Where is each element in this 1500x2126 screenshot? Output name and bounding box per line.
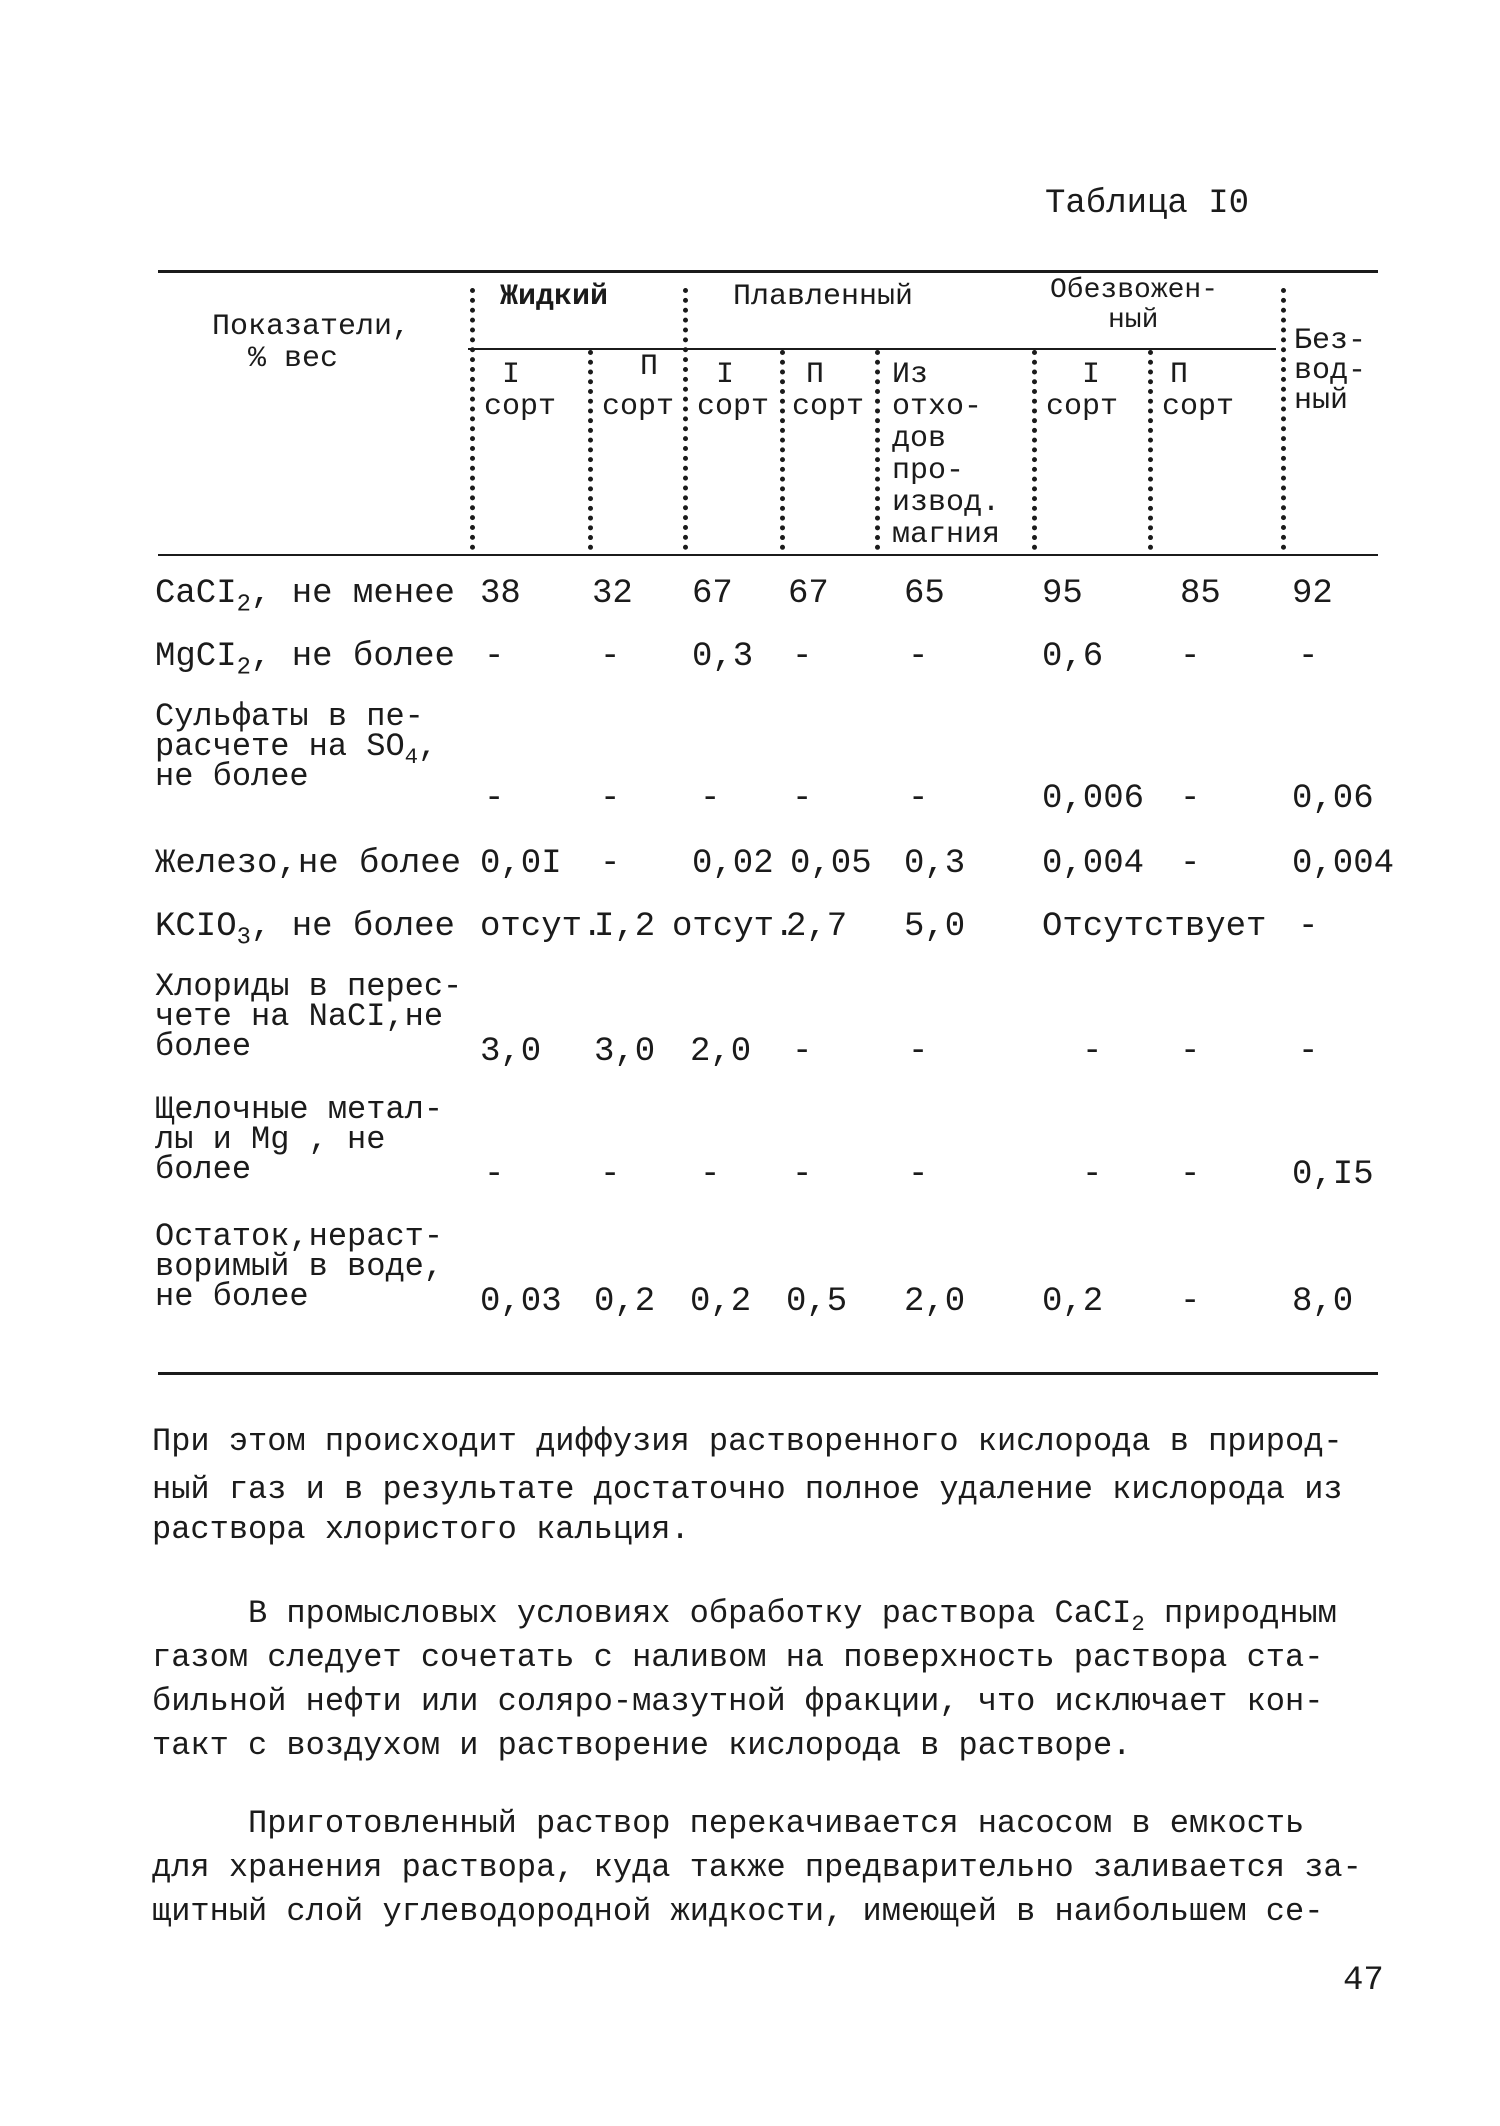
subcol-liquid-1-num: I [502,358,521,392]
subcol-fused-waste-5: извод. [892,486,1001,520]
header-indicator-line2: % вес [248,342,339,376]
subcol-fused-waste-2: отхо- [892,390,983,424]
table-cell: 0,2 [594,1283,656,1321]
column-separator [470,288,475,550]
table-cell: 0,0I [480,845,562,883]
table-cell: 0,05 [790,845,872,883]
table-cell: 0,2 [690,1283,752,1321]
row-label: $KCIO_3$, не более [155,908,455,952]
column-separator [1032,350,1037,550]
table-cell: 0,004 [1042,845,1145,883]
subcol-fused-waste-1: Из [892,358,929,392]
table-cell: - [484,1156,505,1194]
table-cell: 65 [904,575,945,613]
header-group-fused: Плавленный [733,280,914,314]
subcol-liquid-2-num: П [640,350,659,384]
table-cell: 67 [788,575,829,613]
table-cell: - [1298,908,1319,946]
paragraph-3: Приготовленный раствор перекачивается насосом в емкость для хранения раствора, куда также предварительно заливается за- щитный слой углеводородной жидкости, имеющей в наибольшем се- [152,1805,1362,1930]
header-group-anhydrous-line3: ный [1294,384,1349,418]
paragraph-1: При этом происходит диффузия растворенного кислорода в природ- ный газ и в результате достаточно полное удаление кислорода из раствора хлористого кальция. [152,1423,1343,1548]
table-cell: 8,0 [1292,1283,1354,1321]
table-cell: - [600,1156,621,1194]
table-cell: - [908,780,929,818]
page-number: 47 [1343,1962,1384,2000]
table-cell: - [908,1156,929,1194]
column-separator [588,350,593,550]
column-separator [1148,350,1153,550]
table-cell: 0,03 [480,1283,562,1321]
table-cell: - [484,638,505,676]
table-cell: 0,3 [692,638,754,676]
table-header-bottom-rule [158,554,1378,556]
table-cell: 0,I5 [1292,1156,1374,1194]
header-group-anhydrous-line1: Без- [1294,324,1367,358]
subcol-fused-waste-3: дов [892,422,947,456]
table-cell: - [1180,638,1201,676]
subcol-fused-2-num: П [806,358,825,392]
table-cell: 3,0 [594,1033,656,1071]
table-cell: - [600,845,621,883]
row-label: Щелочные метал- лы и Mg , не более [155,1091,444,1188]
table-cell: - [1180,1283,1201,1321]
column-separator [875,350,880,550]
table-cell: - [1180,780,1201,818]
row-label: Железо,не более [155,845,462,883]
subcol-dehydrated-1-num: I [1082,358,1101,392]
header-group-anhydrous-line2: вод- [1294,354,1367,388]
table-cell: 0,006 [1042,780,1145,818]
column-separator [1281,288,1286,550]
table-cell: - [1180,1033,1201,1071]
row-label: CaCI$_2$, не менее [155,575,455,619]
table-cell: - [700,780,721,818]
subcol-fused-waste-4: про- [892,454,965,488]
table-cell: 2,7 [786,908,848,946]
table-cell: - [600,780,621,818]
table-cell: 0,5 [786,1283,848,1321]
header-indicator-line1: Показатели, [212,310,411,344]
table-cell: отсут. [672,908,795,946]
table-cell: 0,6 [1042,638,1104,676]
subcol-fused-2-sort: сорт [792,390,865,424]
subcol-fused-1-sort: сорт [697,390,770,424]
table-top-rule [158,270,1378,273]
subcol-liquid-2-sort: сорт [602,390,675,424]
table-cell: 0,004 [1292,845,1395,883]
table-cell: Отсутствует [1042,908,1267,946]
table-cell: - [1082,1033,1103,1071]
table-cell: 2,0 [690,1033,752,1071]
table-cell: I,2 [594,908,656,946]
table-cell: 0,2 [1042,1283,1104,1321]
table-cell: 95 [1042,575,1083,613]
row-label: Хлориды в перес- чете на NaCI,не более [155,968,463,1065]
column-separator [780,350,785,550]
table-cell: 0,02 [692,845,774,883]
table-cell: 0,3 [904,845,966,883]
table-cell: 0,06 [1292,780,1374,818]
subcol-dehydrated-1-sort: сорт [1046,390,1119,424]
column-separator [683,288,688,550]
table-cell: - [700,1156,721,1194]
table-cell: - [1298,638,1319,676]
table-cell: - [1180,1156,1201,1194]
table-cell: - [1082,1156,1103,1194]
table-bottom-rule [158,1372,1378,1375]
table-cell: - [600,638,621,676]
table-cell: 2,0 [904,1283,966,1321]
header-group-dehydrated-line1: Обезвожен- [1050,275,1219,306]
table-cell: - [792,638,813,676]
table-cell: отсут. [480,908,603,946]
header-group-liquid: Жидкий [500,280,609,314]
table-cell: - [792,780,813,818]
subcol-fused-1-num: I [716,358,735,392]
paragraph-2: В промысловых условиях обработку раствора CaCI$_2$ природным газом следует сочетать с наливом на поверхность раствора ста- бильной нефти или соляро-мазутной фракции, что исключает кон- такт с воздухом и растворение кислорода в растворе. [152,1595,1337,1764]
table-caption: Таблица I0 [1045,185,1250,223]
subcol-liquid-1-sort: сорт [484,390,557,424]
table-cell: 32 [592,575,633,613]
table-cell: - [1298,1033,1319,1071]
subcol-fused-waste-6: магния [892,518,1001,552]
table-cell: - [908,638,929,676]
table-cell: 92 [1292,575,1333,613]
table-cell: 85 [1180,575,1221,613]
table-cell: 67 [692,575,733,613]
subcol-dehydrated-2-num: П [1170,358,1189,392]
row-label: MgCI$_2$, не более [155,638,455,682]
table-cell: - [908,1033,929,1071]
row-label: Остаток,нераст- воримый в воде, не более [155,1218,444,1315]
table-cell: - [1180,845,1201,883]
table-cell: 38 [480,575,521,613]
table-cell: - [792,1033,813,1071]
subcol-dehydrated-2-sort: сорт [1162,390,1235,424]
table-cell: 5,0 [904,908,966,946]
header-group-dehydrated-line2: ный [1108,305,1159,336]
table-cell: - [484,780,505,818]
table-cell: 3,0 [480,1033,542,1071]
table-cell: - [792,1156,813,1194]
row-label: Сульфаты в пе- расчете на $SO_4$, не более [155,698,438,795]
